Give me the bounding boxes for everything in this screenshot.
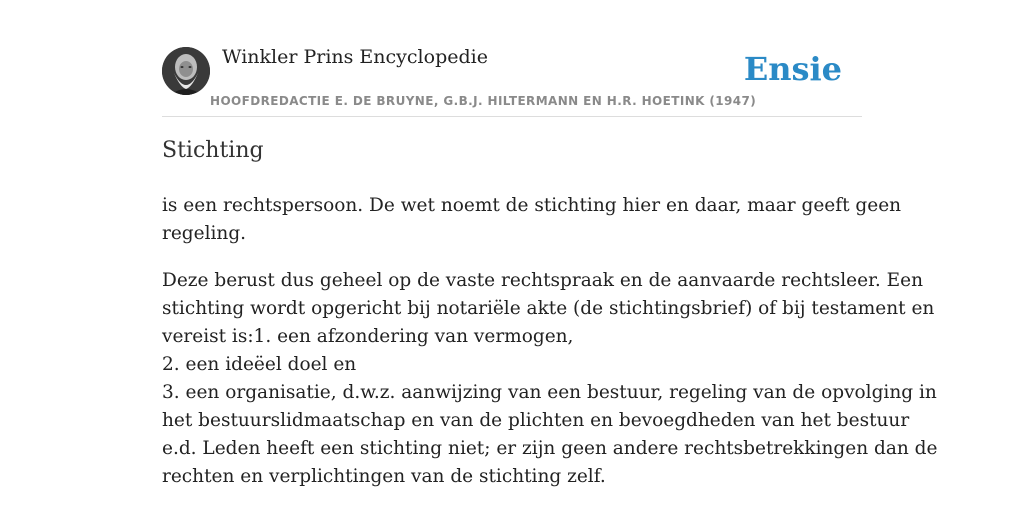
paragraph-2 bbox=[162, 267, 938, 491]
paragraph-line: rechten en verplichtingen van de stichting zelf. bbox=[162, 466, 606, 487]
paragraph-line: is een rechtspersoon. De wet noemt de stichting hier en daar, maar geeft geen bbox=[162, 195, 902, 216]
paragraph-line: regeling. bbox=[162, 223, 247, 244]
encyclopedia-title[interactable]: Winkler Prins Encyclopedie bbox=[222, 46, 488, 68]
paragraph-line: Deze berust dus geheel op de vaste rechtspraak en de aanvaarde rechtsleer. Een bbox=[162, 270, 924, 291]
paragraph-line: 2. een ideëel doel en bbox=[162, 354, 357, 375]
paragraph-line: vereist is:1. een afzondering van vermogen, bbox=[162, 326, 574, 347]
editor-portrait-avatar bbox=[162, 47, 210, 95]
paragraph-line: e.d. Leden heeft een stichting niet; er zijn geen andere rechtsbetrekkingen dan de bbox=[162, 438, 938, 459]
paragraph-line: het bestuurslidmaatschap en van de plichten en bevoegdheden van het bestuur bbox=[162, 410, 910, 431]
source-header bbox=[162, 40, 862, 117]
paragraph-line: 3. een organisatie, d.w.z. aanwijzing van een bestuur, regeling van de opvolging in bbox=[162, 382, 937, 403]
ensie-logo-link[interactable]: Ensie bbox=[743, 50, 842, 88]
editors-line: HOOFDREDACTIE E. DE BRUYNE, G.B.J. HILTERMANN EN H.R. HOETINK (1947) bbox=[210, 94, 757, 108]
paragraph-line: stichting wordt opgericht bij notariële akte (de stichtingsbrief) of bij testament en bbox=[162, 298, 935, 319]
paragraph-1 bbox=[162, 192, 902, 248]
article-title: Stichting bbox=[162, 138, 264, 163]
article-body bbox=[162, 192, 938, 510]
